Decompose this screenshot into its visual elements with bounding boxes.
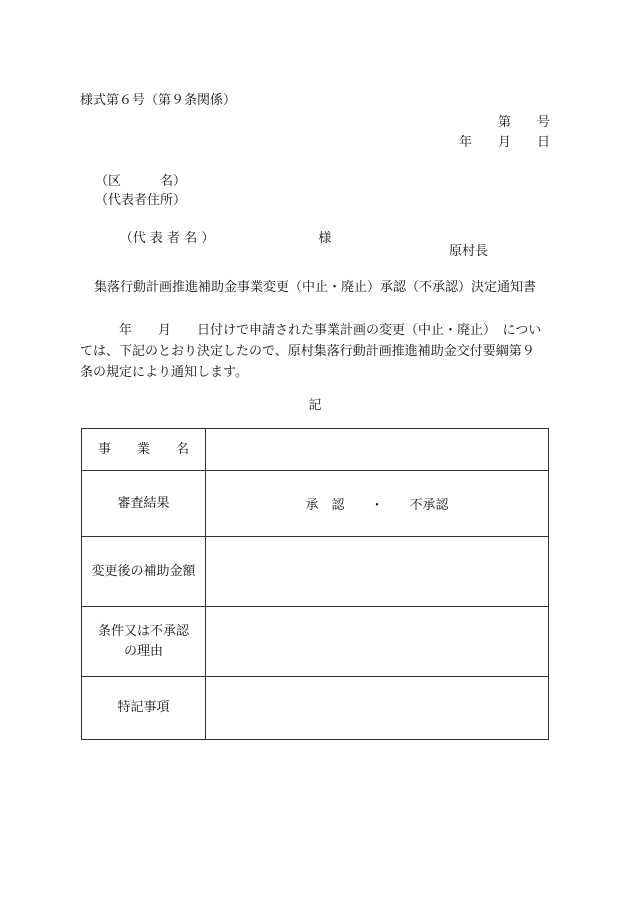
recipient-rep-address: （代表者住所） [95, 193, 187, 208]
recipient-ward-name: （区 名） [95, 174, 187, 189]
table-row [82, 677, 549, 740]
label-cell [82, 607, 206, 677]
ki-heading: 記 [308, 398, 322, 413]
document-title: 集落行動計画推進補助金事業変更（中止・廃止）承認（不承認）決定通知書 [93, 280, 536, 295]
body-line-1: 年 月 日付けで申請された事業計画の変更（中止・廃止） につい [80, 323, 542, 338]
recipient-rep-name: （代 表 者 名 ） [119, 231, 215, 246]
body-line-3: 条の規定により通知します。 [80, 365, 248, 380]
label-review-result: 審査結果 [117, 495, 170, 511]
label-cell [82, 677, 206, 740]
label-cell [82, 471, 206, 537]
table-row [82, 607, 549, 677]
value-cell [206, 429, 549, 471]
label-cell [82, 429, 206, 471]
table-row [82, 429, 549, 471]
issue-date: 年 月 日 [458, 135, 550, 150]
recipient-honorific: 様 [318, 231, 332, 246]
recipient-rep-name-row [95, 210, 332, 246]
table-row [82, 537, 549, 607]
form-number: 様式第６号（第９条関係） [80, 93, 237, 108]
decision-table [81, 428, 549, 740]
label-conditions: 条件又は不承認 の理由 [97, 623, 189, 659]
label-project-name: 事 業 名 [97, 441, 189, 457]
value-cell [206, 677, 549, 740]
body-line-2: ては、下記のとおり決定したので、原村集落行動計画推進補助金交付要綱第９ [80, 344, 535, 359]
recipient-block [95, 172, 332, 246]
value-cell [206, 607, 549, 677]
value-review-result: 承 認 ・ 不承認 [305, 498, 449, 513]
issuer: 原村長 [448, 244, 488, 259]
label-revised-amount: 変更後の補助金額 [91, 563, 196, 579]
label-cell [82, 537, 206, 607]
document-number: 第 号 [497, 115, 550, 130]
body-paragraph [80, 320, 558, 383]
table-row [82, 471, 549, 537]
label-special-notes: 特記事項 [117, 700, 170, 715]
value-cell [206, 471, 549, 537]
value-cell [206, 537, 549, 607]
